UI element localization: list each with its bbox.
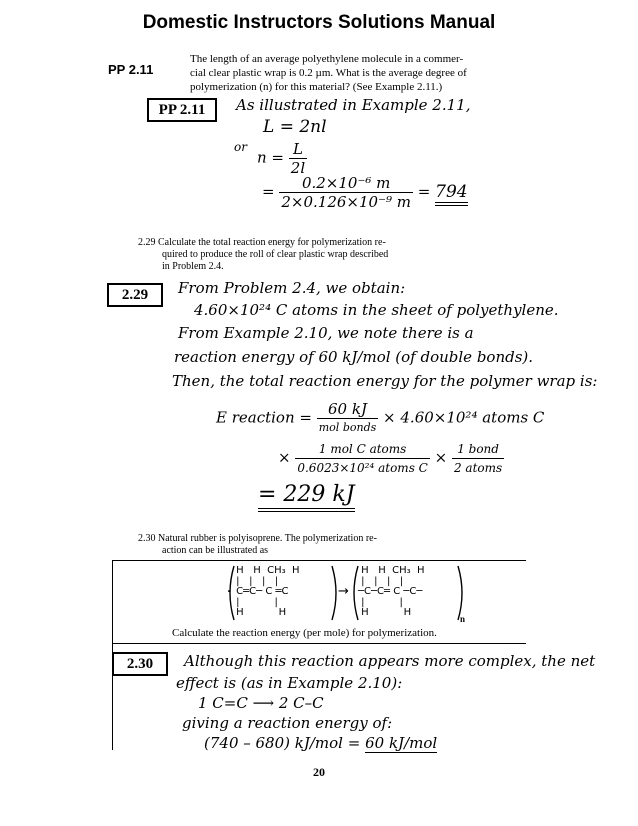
pp211-n-equation — [257, 140, 307, 177]
page-number: 20 — [313, 765, 325, 779]
struct-row: C═C─ C ═C — [233, 586, 292, 597]
struct-row: | | | | — [358, 575, 407, 587]
fraction-numerator: 0.2×10⁻⁶ m — [279, 174, 413, 193]
fraction-denominator: 0.6023×10²⁴ atoms C — [297, 461, 428, 475]
p230-question — [138, 533, 438, 557]
fraction-numerator: L — [289, 140, 307, 159]
fraction-denominator: 2×0.126×10⁻⁹ m — [281, 193, 411, 211]
pp211-or: or — [234, 140, 247, 154]
equals-sign: = — [262, 182, 275, 201]
p230-line: giving a reaction energy of: — [182, 714, 393, 732]
pp211-result: 794 — [435, 182, 467, 206]
p229-line: From Problem 2.4, we obtain: — [178, 279, 406, 297]
fraction-numerator: 1 mol C atoms — [295, 440, 429, 459]
fraction-denominator: mol bonds — [318, 421, 377, 434]
p230-solution-box: 2.30 — [112, 652, 168, 676]
question-line: in Problem 2.4. — [162, 261, 224, 272]
atoms-term: × 4.60×10²⁴ atoms C — [383, 408, 545, 427]
energy-fraction — [317, 400, 379, 437]
struct-row: H H — [358, 607, 415, 618]
n-equals: n = — [257, 148, 284, 167]
question-line: cial clear plastic wrap is 0.2 µm. What is the average degree of — [190, 67, 467, 79]
struct-left-dot: · — [227, 584, 232, 598]
reaction-arrow: → — [338, 584, 349, 599]
pp211-eq-length: L = 2nl — [263, 117, 327, 137]
mol-fraction — [295, 440, 429, 477]
polymer-structure — [358, 566, 428, 619]
p230-line: Although this reaction appears more complex, the net — [184, 652, 596, 670]
question-line: 2.30 Natural rubber is polyisoprene. The polymerization re- — [138, 533, 377, 544]
equals-sign: = — [417, 182, 431, 201]
p229-line: Then, the total reaction energy for the polymer wrap is: — [172, 372, 598, 390]
pp211-question — [190, 52, 610, 94]
p229-line: 4.60×10²⁴ C atoms in the sheet of polyethylene. — [194, 301, 559, 319]
times-sign: × — [434, 448, 448, 467]
question-line: action can be illustrated as — [162, 545, 269, 556]
p229-line: From Example 2.10, we note there is a — [178, 324, 474, 342]
n-fraction — [289, 140, 307, 177]
monomer-structure — [233, 566, 303, 619]
times-sign: × — [278, 448, 291, 467]
p229-solution-box: 2.29 — [107, 283, 163, 307]
p229-line: reaction energy of 60 kJ/mol (of double bonds). — [174, 348, 534, 366]
section-divider — [112, 560, 526, 561]
fraction-denominator: 2l — [290, 159, 306, 177]
question-line: 2.29 Calculate the total reaction energy for polymerization re- — [138, 237, 386, 248]
struct-row: ─C─C═ C ─C─ — [358, 586, 423, 597]
fraction-denominator: 2 atoms — [453, 461, 503, 475]
question-line: The length of an average polyethylene molecule in a commer- — [190, 53, 464, 65]
p230-result: 60 kJ/mol — [365, 734, 438, 752]
fraction-numerator: 1 bond — [452, 440, 504, 459]
energy-label: E reaction = — [216, 408, 312, 427]
section-divider — [112, 560, 113, 750]
pp211-label: PP 2.11 — [108, 62, 154, 77]
pp211-intro: As illustrated in Example 2.11, — [236, 96, 471, 114]
p229-result: = 229 kJ — [258, 482, 355, 512]
p230-line: 1 C=C ⟶ 2 C–C — [198, 694, 324, 712]
p230-calc-prompt: Calculate the reaction energy (per mole) for polymerization. — [172, 627, 437, 639]
question-line: polymerization (n) for this material? (See Example 2.11.) — [190, 81, 443, 93]
fraction-numerator: 60 kJ — [317, 400, 379, 419]
section-divider — [112, 643, 526, 644]
question-line: quired to produce the roll of clear plastic wrap described — [162, 249, 389, 260]
p230-line: effect is (as in Example 2.10): — [176, 674, 403, 692]
p229-energy-equation — [216, 400, 544, 437]
struct-row: | | — [358, 596, 407, 608]
p229-question — [138, 237, 438, 273]
page-header-title: Domestic Instructors Solutions Manual — [142, 12, 496, 33]
struct-row: H H CH₃ H — [233, 565, 303, 576]
subscript-n: n — [460, 614, 466, 624]
struct-row: H H — [233, 607, 290, 618]
struct-row: | | | | — [233, 575, 282, 587]
bond-fraction — [452, 440, 504, 477]
calc-fraction — [279, 174, 413, 211]
pp211-solution-box: PP 2.11 — [147, 98, 217, 122]
struct-row: | | — [233, 596, 282, 608]
struct-row: H H CH₃ H — [358, 565, 428, 576]
p229-energy-equation-cont — [278, 440, 504, 477]
p230-final-calc — [204, 734, 437, 752]
pp211-calculation — [262, 174, 468, 211]
final-calc-expression: (740 – 680) kJ/mol = — [204, 734, 361, 752]
